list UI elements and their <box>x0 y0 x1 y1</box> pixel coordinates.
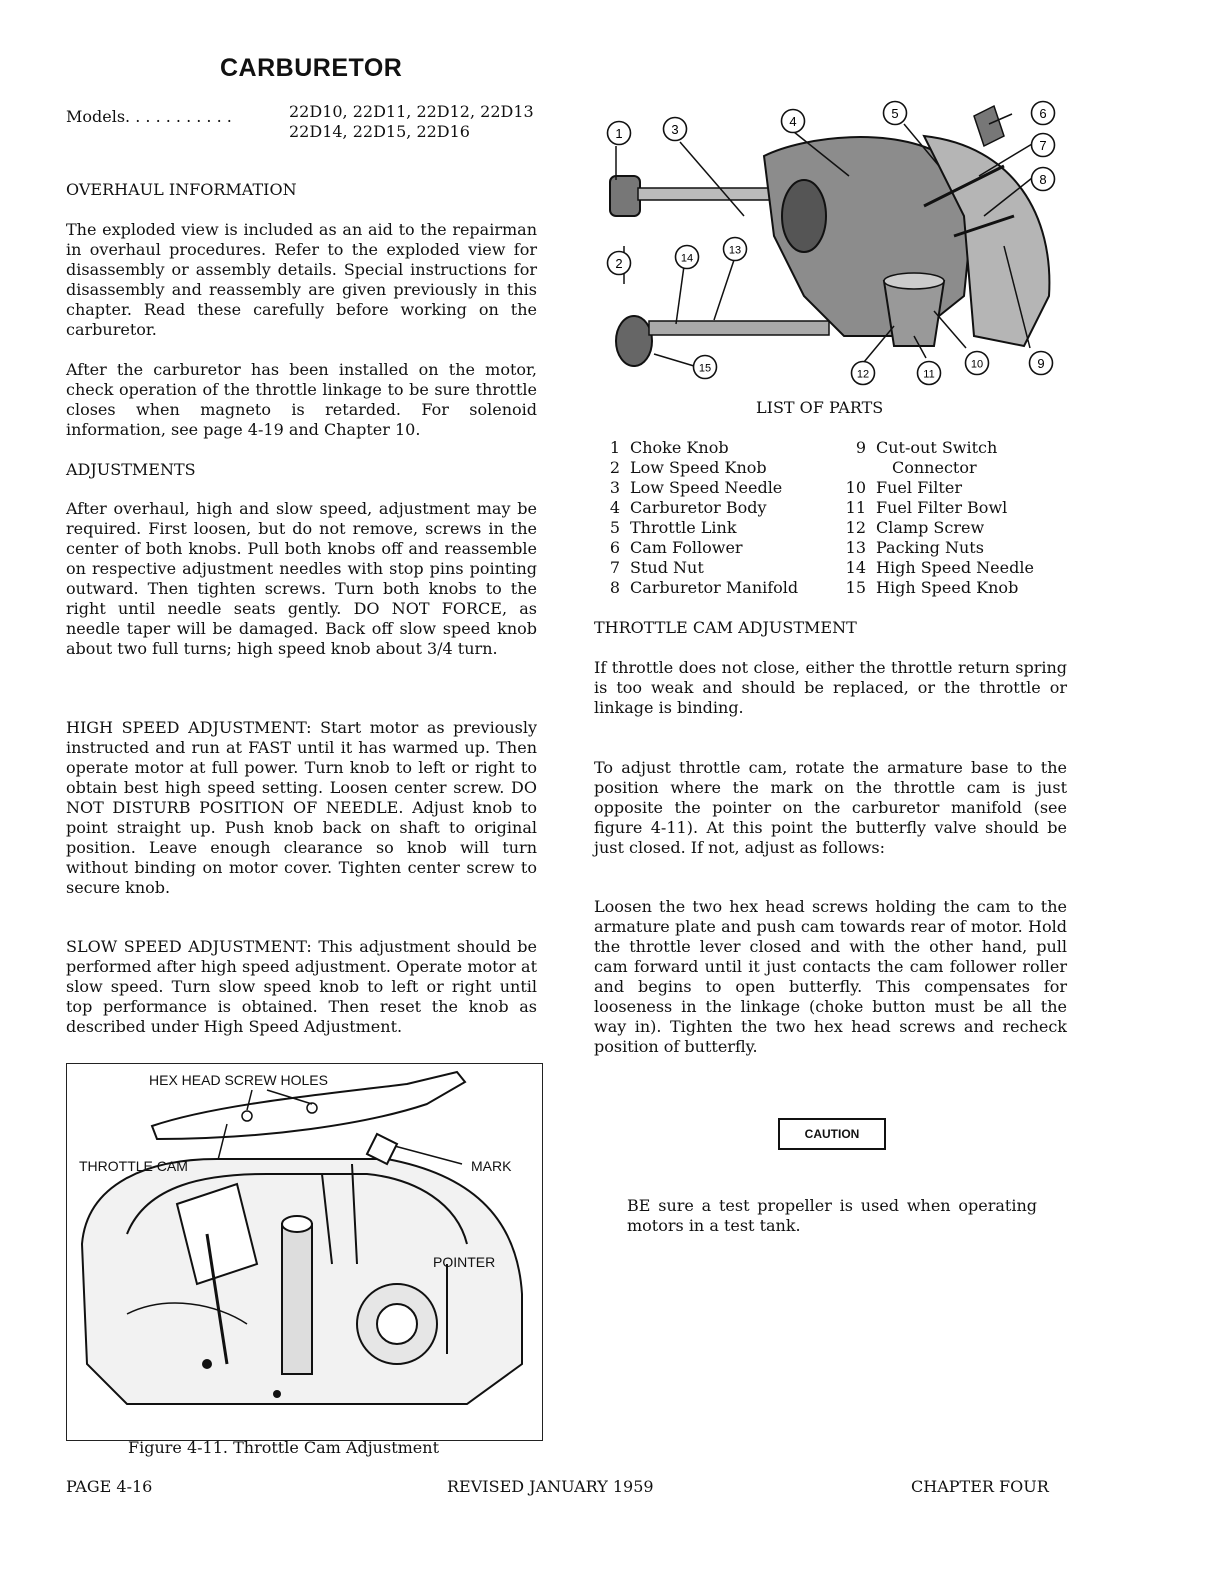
throttle-cam-heading: THROTTLE CAM ADJUSTMENT <box>594 618 857 637</box>
list-item: 3 Low Speed Needle <box>609 478 783 497</box>
figure-label-pointer: POINTER <box>433 1254 496 1270</box>
high-speed-paragraph <box>66 718 537 898</box>
callout-5 <box>882 100 908 126</box>
list-item: 4 Carburetor Body <box>609 498 767 517</box>
parts-list-left <box>598 438 838 598</box>
footer-revision: REVISED JANUARY 1959 <box>447 1477 654 1496</box>
svg-text:2: 2 <box>615 256 623 271</box>
throttle-cam-illustration <box>67 1064 542 1440</box>
high-speed-text-a: Start motor as previously instructed and run at FAST until it has warmed up. Then operate motor at full power. Turn knob to left or right to obtain best high speed setting. Loosen center screw. <box>66 718 537 797</box>
callout-6 <box>1030 100 1056 126</box>
adjustments-paragraph: After overhaul, high and slow speed, adjustment may be required. First loosen, but do not remove, screws in the center of both knobs. Pull both knobs off and reassemble on respective adjustment needles with stop pins pointing outward. Then tighten screws. Turn both knobs to the right until needle seats gently. DO NOT FORCE, as needle taper will be damaged. Back off slow speed knob about two full turns; high speed knob about 3/4 turn. <box>66 499 537 658</box>
figure-label-hex-screw-holes: HEX HEAD SCREW HOLES <box>149 1072 328 1088</box>
callout-11 <box>916 360 942 386</box>
figure-caption: Figure 4-11. Throttle Cam Adjustment <box>128 1438 439 1457</box>
svg-text:15: 15 <box>698 362 712 375</box>
footer-chapter: CHAPTER FOUR <box>911 1477 1049 1496</box>
svg-text:10: 10 <box>970 358 984 371</box>
callout-3 <box>662 116 688 142</box>
list-item: 9 Cut-out Switch <box>855 438 998 457</box>
list-item: 14 High Speed Needle <box>845 558 1034 577</box>
list-item: 13 Packing Nuts <box>845 538 984 557</box>
models-line-1: 22D10, 22D11, 22D12, 22D13 <box>289 102 534 121</box>
throttle-cam-figure <box>66 1063 543 1441</box>
callout-13 <box>722 236 748 262</box>
list-item: 10 Fuel Filter <box>845 478 962 497</box>
list-item: 5 Throttle Link <box>609 518 737 537</box>
svg-text:13: 13 <box>728 244 742 257</box>
list-item: 8 Carburetor Manifold <box>609 578 799 597</box>
list-of-parts-title: LIST OF PARTS <box>756 398 884 417</box>
svg-text:5: 5 <box>891 106 899 121</box>
models-list <box>289 102 534 142</box>
high-speed-emphasis: DO NOT DISTURB POSITION OF NEEDLE. <box>66 778 537 817</box>
list-item: 11 Fuel Filter Bowl <box>845 498 1008 517</box>
caution-badge: CAUTION <box>778 1118 886 1150</box>
high-speed-text-b: Adjust knob to point straight up. Push knob back on shaft to original position. Leave enough clearance so knob will turn without binding on motor cover. Tighten center screw to secure knob. <box>66 798 537 897</box>
throttle-cam-paragraph-1: If throttle does not close, either the throttle return spring is too weak and should be replaced, or the throttle or linkage is binding. <box>594 658 1067 717</box>
svg-text:11: 11 <box>923 368 935 381</box>
parts-list-right <box>844 438 1066 598</box>
list-item: 12 Clamp Screw <box>845 518 985 537</box>
throttle-cam-paragraph-3: Loosen the two hex head screws holding the cam to the armature plate and push cam towards rear of motor. Hold the throttle lever closed and with the other hand, pull cam forward until it just contacts the cam follower roller and begins to open butterfly. This compensates for looseness in the linkage (choke button must be all the way in). Tighten the two hex head screws and recheck position of butterfly. <box>594 897 1067 1056</box>
svg-text:3: 3 <box>671 122 679 137</box>
callout-12 <box>850 360 876 386</box>
list-item: 7 Stud Nut <box>609 558 704 577</box>
models-line-2: 22D14, 22D15, 22D16 <box>289 122 470 141</box>
carburetor-photo <box>594 96 1064 392</box>
caution-text: BE sure a test propeller is used when operating motors in a test tank. <box>627 1196 1037 1235</box>
models-label: Models. . . . . . . . . . . <box>66 107 232 126</box>
list-item: 2 Low Speed Knob <box>609 458 767 477</box>
callout-7 <box>1030 132 1056 158</box>
slow-speed-paragraph <box>66 937 537 1037</box>
svg-text:6: 6 <box>1039 106 1047 121</box>
slow-speed-label: SLOW SPEED ADJUSTMENT: <box>66 937 312 956</box>
callout-15 <box>692 354 718 380</box>
figure-label-mark: MARK <box>471 1158 512 1174</box>
callout-10 <box>964 350 990 376</box>
callout-14 <box>674 244 700 270</box>
svg-text:9: 9 <box>1037 356 1045 371</box>
svg-text:7: 7 <box>1039 138 1047 153</box>
list-item: Connector <box>892 458 977 477</box>
svg-text:14: 14 <box>680 252 694 265</box>
callout-9 <box>1028 350 1054 376</box>
list-item: 1 Choke Knob <box>609 438 729 457</box>
callout-4 <box>780 108 806 134</box>
overhaul-paragraph-2: After the carburetor has been installed on the motor, check operation of the throttle linkage to be sure throttle closes when magneto is retarded. For solenoid information, see page 4-19 and Chapter 10. <box>66 360 537 439</box>
page-title: CARBURETOR <box>220 54 403 82</box>
list-item: 6 Cam Follower <box>609 538 743 557</box>
svg-text:8: 8 <box>1039 172 1047 187</box>
overhaul-paragraph-1: The exploded view is included as an aid to the repairman in overhaul procedures. Refer to the exploded view for disassembly or assembly details. Special instructions for disassembly and reassembly are given previously in this chapter. Read these carefully before working on the carburetor. <box>66 220 537 339</box>
figure-label-throttle-cam: THROTTLE CAM <box>79 1158 188 1174</box>
callout-2 <box>606 250 632 276</box>
svg-text:1: 1 <box>615 126 623 141</box>
slow-speed-text: This adjustment should be performed after high speed adjustment. Operate motor at slow speed. Turn slow speed knob to left or right until top performance is obtained. Then reset the knob as described under High Speed Adjustment. <box>66 937 538 1036</box>
callout-1 <box>606 120 632 146</box>
high-speed-label: HIGH SPEED ADJUSTMENT: <box>66 718 312 737</box>
list-item: 15 High Speed Knob <box>845 578 1019 597</box>
callout-8 <box>1030 166 1056 192</box>
adjustments-heading: ADJUSTMENTS <box>66 460 196 479</box>
overhaul-heading: OVERHAUL INFORMATION <box>66 180 297 199</box>
throttle-cam-paragraph-2: To adjust throttle cam, rotate the armature base to the position where the mark on the throttle cam is just opposite the pointer on the carburetor manifold (see figure 4-11). At this point the butterfly valve should be just closed. If not, adjust as follows: <box>594 758 1067 857</box>
svg-text:4: 4 <box>789 114 797 129</box>
svg-text:12: 12 <box>856 368 870 381</box>
footer-page-number: PAGE 4-16 <box>66 1477 153 1496</box>
